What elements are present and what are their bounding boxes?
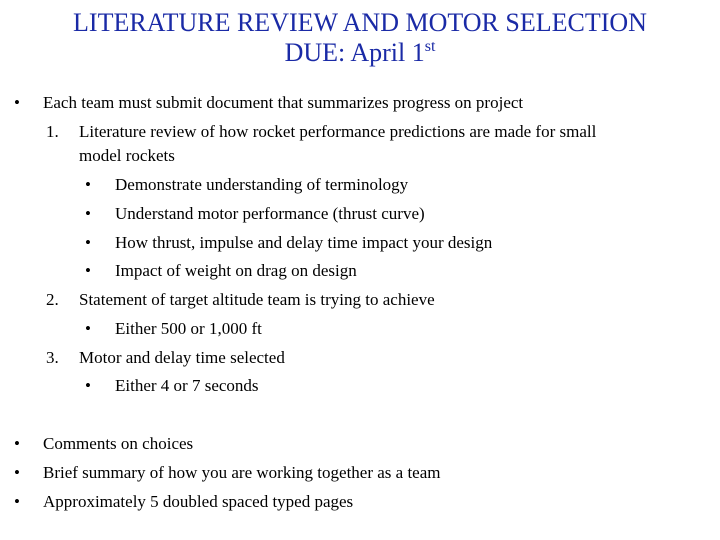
item-2-sub-1: Either 500 or 1,000 ft <box>115 319 262 338</box>
bullet-icon: • <box>14 434 20 453</box>
bullet-icon: • <box>85 175 91 194</box>
bullet-icon: • <box>14 463 20 482</box>
item-3-sub-1: Either 4 or 7 seconds <box>115 376 259 395</box>
bullet-icon: • <box>85 204 91 223</box>
item-1-sub-3: How thrust, impulse and delay time impact your design <box>115 233 493 252</box>
item-3-number: 3. <box>46 348 59 367</box>
item-1-text-continued: model rockets <box>79 146 175 165</box>
title-line-1: LITERATURE REVIEW AND MOTOR SELECTION <box>73 8 647 37</box>
bullet-icon: • <box>85 233 91 252</box>
item-1-sub-1: Demonstrate understanding of terminology <box>115 175 409 194</box>
item-1-sub-4: Impact of weight on drag on design <box>115 261 357 280</box>
title-date-suffix: st <box>424 38 436 55</box>
title-line-2 <box>0 38 720 68</box>
item-1-text: Literature review of how rocket performance predictions are made for small <box>79 122 597 141</box>
bullet-icon: • <box>14 492 20 511</box>
extra-bullet-1: Comments on choices <box>43 434 194 453</box>
slide-title <box>0 8 720 68</box>
extra-bullet-3: Approximately 5 doubled spaced typed pages <box>43 492 354 511</box>
intro-text: Each team must submit document that summarizes progress on project <box>43 93 524 112</box>
item-1-sub-2: Understand motor performance (thrust curve) <box>115 204 425 223</box>
bullet-icon: • <box>85 376 91 395</box>
bullet-icon: • <box>85 261 91 280</box>
item-1-number: 1. <box>46 122 59 141</box>
extra-bullet-2: Brief summary of how you are working together as a team <box>43 463 441 482</box>
bullet-icon: • <box>14 93 20 112</box>
item-3-text: Motor and delay time selected <box>79 348 285 367</box>
bullet-icon: • <box>85 319 91 338</box>
item-2-number: 2. <box>46 290 59 309</box>
title-due-date: DUE: April 1 <box>284 38 425 67</box>
item-2-text: Statement of target altitude team is trying to achieve <box>79 290 435 309</box>
